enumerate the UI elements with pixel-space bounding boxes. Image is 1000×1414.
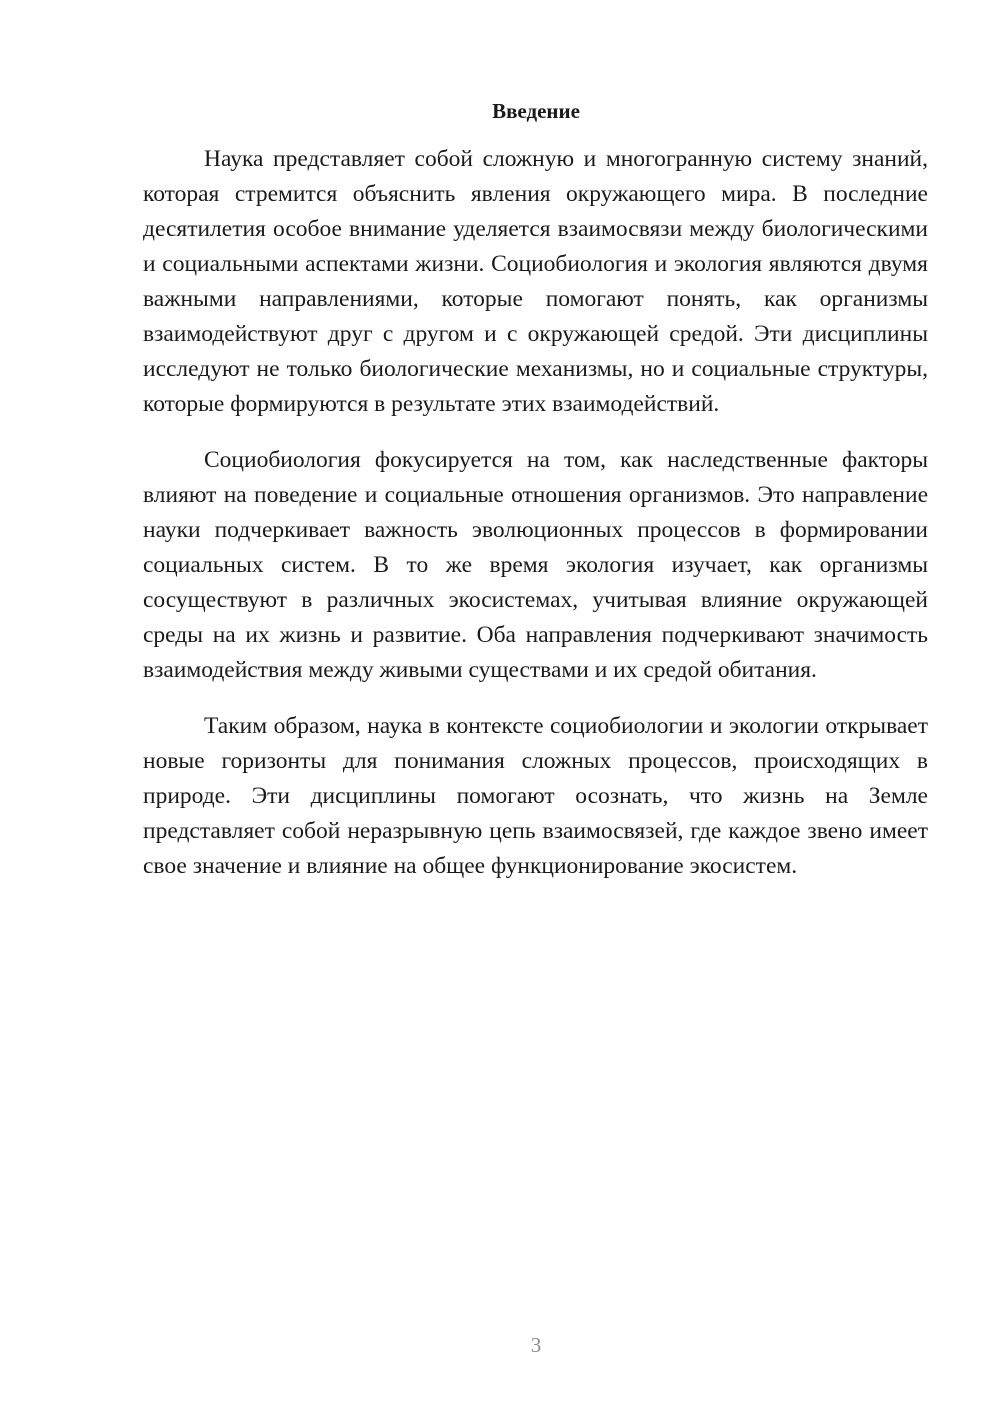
paragraph-intro: Наука представляет собой сложную и многогранную систему знаний, которая стремится объяснить явления окружающего мира. В последние десятилетия особое внимание уделяется взаимосвязи между биологическими и социальными аспектами жизни. Социобиология и экология являются двумя важными направлениями, которые помогают понять, как организмы взаимодействуют друг с другом и с окружающей средой. Эти дисциплины исследуют не только биологические механизмы, но и социальные структуры, которые формируются в результате этих взаимодействий.	[143, 146, 928, 417]
paragraph-sociobiology: Социобиология фокусируется на том, как наследственные факторы влияют на поведение и социальные отношения организмов. Это направление науки подчеркивает важность эволюционных процессов в формировании социальных систем. В то же время экология изучает, как организмы сосуществуют в различных экосистемах, учитывая влияние окружающей среды на их жизнь и развитие. Оба направления подчеркивают значимость взаимодействия между живыми существами и их средой обитания.	[143, 447, 928, 683]
page-number: 3	[530, 1333, 542, 1357]
paragraph-conclusion: Таким образом, наука в контексте социобиологии и экологии открывает новые горизонты для понимания сложных процессов, происходящих в природе. Эти дисциплины помогают осознать, что жизнь на Земле представляет собой неразрывную цепь взаимосвязей, где каждое звено имеет свое значение и влияние на общее функционирование экосистем.	[143, 713, 928, 879]
document-body	[143, 142, 928, 905]
section-heading: Введение	[492, 99, 580, 123]
